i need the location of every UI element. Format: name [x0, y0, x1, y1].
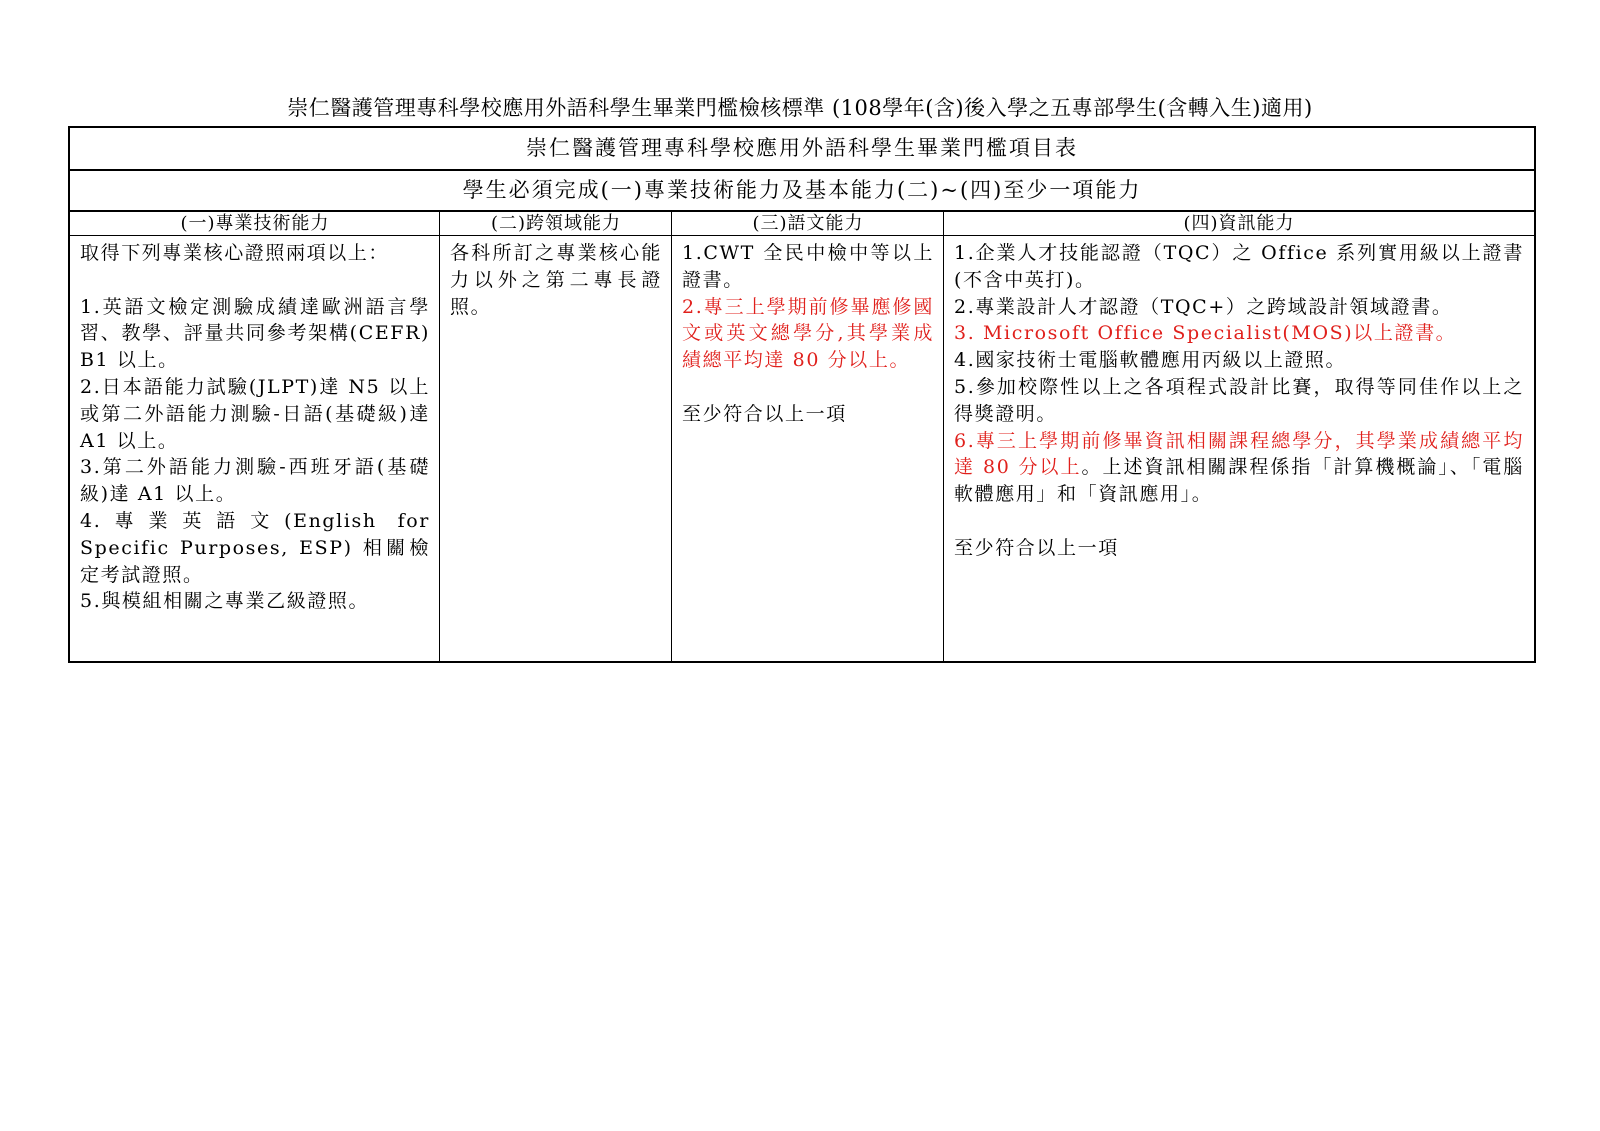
information-item-2: 2.專業設計人才認證（TQC+）之跨域設計領域證書。 [954, 295, 1453, 318]
language-item-2: 2.專三上學期前修畢應修國文或英文總學分,其學業成績總平均達 80 分以上。 [682, 295, 934, 372]
cell-cross-domain [440, 236, 672, 320]
professional-item-5: 5.與模組相關之專業乙級證照。 [80, 590, 370, 613]
professional-item-1: 1.英語文檢定測驗成績達歐洲語言學習、教學、評量共同參考架構(CEFR) B1 以上。 [80, 295, 430, 372]
table-title-row: 崇仁醫護管理專科學校應用外語科學生畢業門檻項目表 [70, 128, 1534, 171]
document-title: 崇仁醫護管理專科學校應用外語科學生畢業門檻檢核標準 (108學年(含)後入學之五專部學生(含轉入生)適用) [287, 96, 1313, 120]
information-item-6-rest: 。上述資訊相關課程係指「計算機概論」、「電腦軟體應用」和「資訊應用」。 [954, 456, 1525, 506]
column-header-cross-domain: (二)跨領域能力 [440, 212, 672, 236]
information-item-6-emphasis: 6.專三上學期前修畢資訊相關課程總學分，其學業成績總平均達 80 分以上 [954, 429, 1524, 479]
column-header-language: (三)語文能力 [672, 212, 944, 236]
graduation-threshold-table [68, 126, 1536, 663]
cell-language [672, 236, 944, 428]
language-item-1: 1.CWT 全民中檢中等以上證書。 [682, 242, 934, 291]
cell-professional-skills [70, 236, 440, 615]
column-header-professional: (一)專業技術能力 [70, 212, 440, 236]
language-footer: 至少符合以上一項 [682, 402, 847, 425]
information-item-5: 5.參加校際性以上之各項程式設計比賽，取得等同佳作以上之得獎證明。 [954, 375, 1524, 425]
column-header-information: (四)資訊能力 [944, 212, 1534, 236]
professional-item-2: 2.日本語能力試驗(JLPT)達 N5 以上或第二外語能力測驗-日語(基礎級)達 A1 以上。 [80, 375, 430, 452]
information-item-6 [954, 428, 1524, 508]
cross-domain-item-1: 各科所訂之專業核心能力以外之第二專長證照。 [450, 242, 662, 318]
cell-information [944, 236, 1534, 562]
information-item-1: 1.企業人才技能認證（TQC）之 Office 系列實用級以上證書(不含中英打)。 [954, 242, 1524, 291]
professional-item-3: 3.第二外語能力測驗-西班牙語(基礎級)達 A1 以上。 [80, 456, 430, 506]
professional-item-4: 4.專業英語文(English for Specific Purposes, ESP) 相關檢定考試證照。 [80, 509, 430, 586]
requirement-row: 學生必須完成(一)專業技術能力及基本能力(二)~(四)至少一項能力 [70, 171, 1534, 212]
information-item-3: 3. Microsoft Office Specialist(MOS)以上證書。 [954, 322, 1457, 345]
information-footer: 至少符合以上一項 [954, 536, 1119, 559]
information-item-4: 4.國家技術士電腦軟體應用丙級以上證照。 [954, 349, 1347, 372]
professional-intro: 取得下列專業核心證照兩項以上： [80, 242, 390, 264]
